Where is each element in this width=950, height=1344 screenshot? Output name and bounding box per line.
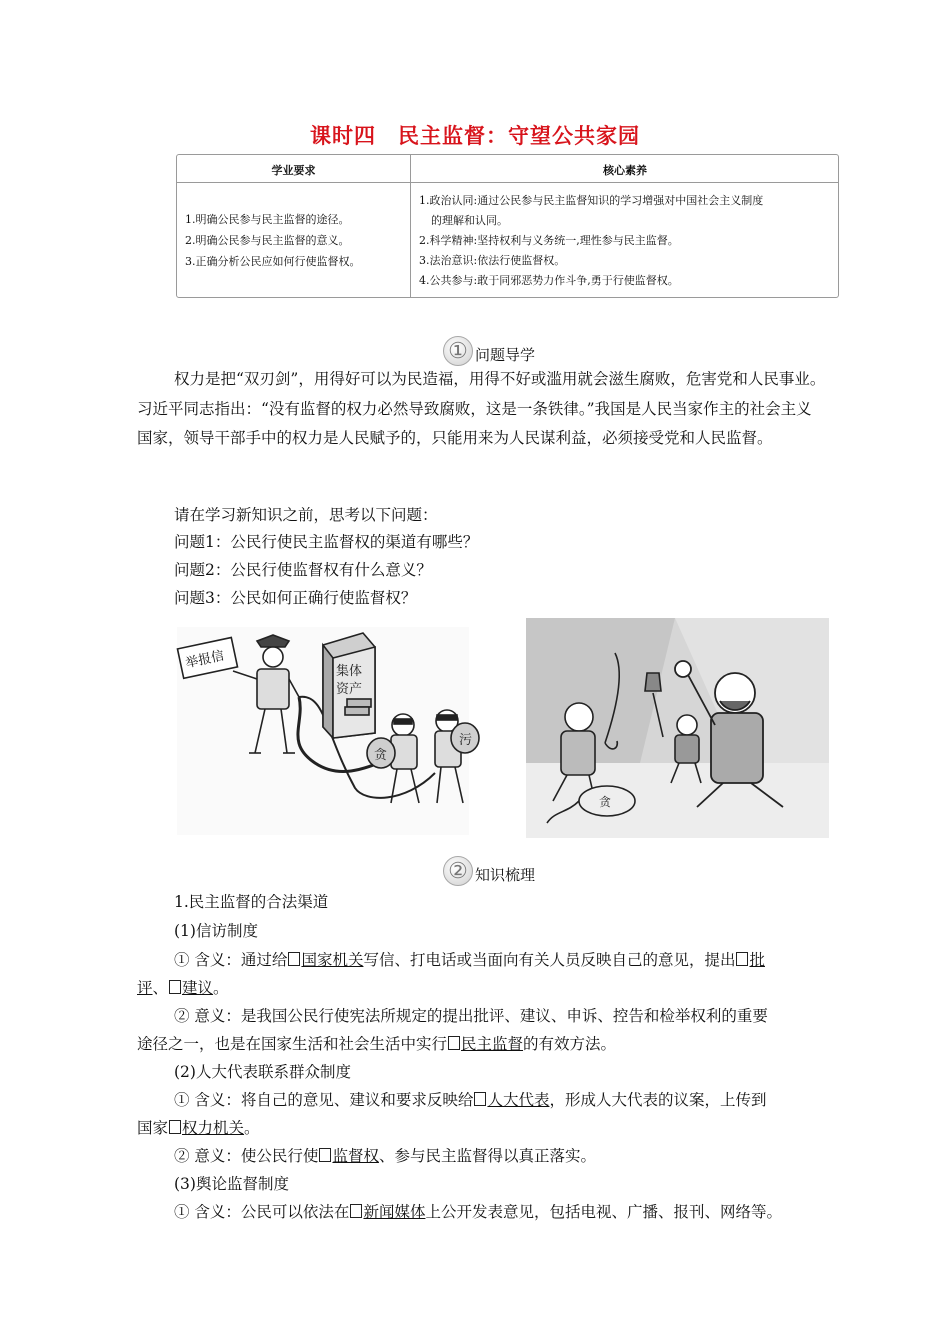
section-label: 知识梳理	[475, 866, 536, 884]
answer-text: 权力机关	[182, 1119, 245, 1137]
competency-line: 2.科学精神:坚持权利与义务统一,理性参与民主监督。	[419, 234, 679, 247]
section-heading-2	[443, 856, 535, 886]
building-label-part2: 资产	[336, 682, 363, 697]
answer-blank	[168, 1119, 244, 1137]
requirements-table	[176, 154, 839, 298]
text: 途径之一，也是在国家生活和社会生活中实行	[137, 1035, 448, 1053]
answer-blank	[349, 1203, 425, 1221]
text: ① 含义：公民可以依法在	[174, 1203, 350, 1221]
text: 上公开发表意见，包括电视、广播、报刊、网络等。	[425, 1203, 782, 1221]
answer-text: 新闻媒体	[363, 1203, 426, 1221]
competencies-list	[419, 191, 834, 291]
opinion-meaning-line	[174, 1200, 782, 1222]
table-divider	[410, 155, 411, 297]
cartoon-illustration	[175, 613, 831, 844]
npc-meaning-line	[174, 1088, 766, 1110]
answer-text: 人大代表	[487, 1091, 550, 1109]
answer-text: 建议	[182, 979, 214, 997]
answer-text: 民主监督	[461, 1035, 524, 1053]
answer-blank	[447, 1035, 523, 1053]
blank-box-icon	[169, 980, 181, 994]
section-number-icon: ①	[443, 336, 473, 366]
npc-significance-line	[174, 1144, 596, 1166]
text: ① 含义：将自己的意见、建议和要求反映给	[174, 1091, 474, 1109]
think-prompt: 请在学习新知识之前，思考以下问题：	[174, 506, 438, 524]
text: ，形成人大代表的议案，上传到	[549, 1091, 767, 1109]
competency-line: 4.公共参与:敢于同邪恶势力作斗争,勇于行使监督权。	[419, 274, 679, 287]
answer-text: 国家机关	[301, 951, 364, 969]
requirement-item: 3.正确分析公民应如何行使监督权。	[185, 255, 361, 268]
competency-line: 的理解和认同。	[431, 214, 508, 227]
blank-box-icon	[169, 1120, 181, 1134]
section-number-icon: ②	[443, 856, 473, 886]
text: 、	[152, 979, 169, 997]
knowledge-heading: 1.民主监督的合法渠道	[174, 893, 329, 911]
text: 、参与民主监督得以真正落实。	[378, 1147, 596, 1165]
text: 的有效方法。	[523, 1035, 617, 1053]
text: 。	[213, 979, 229, 997]
intro-paragraph: 权力是把“双刃剑”，用得好可以为民造福，用得不好或滥用就会滋生腐败，危害党和人民事业。习近平同志指出：“没有监督的权力必然导致腐败，这是一条铁律。”我国是人民当家作主的社会主义国家，领导干部手中的权力是人民赋予的，只能用来为人民谋利益，必须接受党和人民监督。	[137, 370, 826, 447]
rat-label: 贪	[599, 795, 612, 809]
question-1: 问题1：公民行使民主监督权的渠道有哪些？	[174, 533, 479, 551]
answer-text: 监督权	[332, 1147, 379, 1165]
competency-line: 1.政治认同:通过公民参与民主监督知识的学习增强对中国社会主义制度	[419, 194, 764, 207]
answer-blank	[168, 979, 213, 997]
petition-meaning-line-cont	[137, 976, 229, 998]
subheading-petition: (1)信访制度	[174, 922, 258, 940]
answer-blank	[735, 951, 765, 969]
question-3: 问题3：公民如何正确行使监督权？	[174, 589, 417, 607]
text: 。	[244, 1119, 260, 1137]
blank-box-icon	[448, 1036, 460, 1050]
table-header	[177, 155, 838, 183]
blank-box-icon	[319, 1148, 331, 1162]
blank-box-icon	[736, 952, 748, 966]
text: 国家	[137, 1119, 169, 1137]
answer-text: 评	[137, 979, 153, 997]
answer-blank	[473, 1091, 549, 1109]
header-core-competencies: 核心素养	[603, 164, 647, 177]
petition-significance-line-cont	[137, 1032, 616, 1054]
collective-assets-building-icon	[323, 633, 375, 738]
blank-box-icon	[350, 1204, 362, 1218]
section-label: 问题导学	[475, 346, 536, 364]
blank-box-icon	[288, 952, 300, 966]
header-academic-requirements: 学业要求	[271, 164, 316, 177]
bag-label-tan: 贪	[374, 748, 388, 763]
report-letter-label: 举报信	[184, 648, 226, 672]
text: 写信、打电话或当面向有关人员反映自己的意见，提出	[363, 951, 736, 969]
subheading-npc: (2)人大代表联系群众制度	[174, 1063, 351, 1081]
requirement-item: 2.明确公民参与民主监督的意义。	[185, 234, 350, 247]
question-2: 问题2：公民行使监督权有什么意义？	[174, 561, 432, 579]
bag-label-wu: 污	[459, 733, 473, 748]
answer-blank	[287, 951, 363, 969]
answer-blank	[318, 1147, 379, 1165]
section-heading-1	[443, 336, 535, 366]
petition-significance-line: ② 意义：是我国公民行使宪法所规定的提出批评、建议、申诉、控告和检举权利的重要	[174, 1007, 768, 1025]
answer-text: 批	[749, 951, 765, 969]
competency-line: 3.法治意识:依法行使监督权。	[419, 254, 566, 267]
text: ① 含义：通过给	[174, 951, 288, 969]
blank-box-icon	[474, 1092, 486, 1106]
text: ② 意义：使公民行使	[174, 1147, 319, 1165]
requirements-list	[185, 209, 405, 272]
requirement-item: 1.明确公民参与民主监督的途径。	[185, 213, 350, 226]
subheading-public-opinion: (3)舆论监督制度	[174, 1175, 289, 1193]
petition-meaning-line	[174, 948, 765, 970]
building-label-part1: 集体	[336, 664, 363, 679]
page-title: 课时四 民主监督：守望公共家园	[310, 124, 640, 148]
npc-meaning-line-cont	[137, 1116, 260, 1138]
